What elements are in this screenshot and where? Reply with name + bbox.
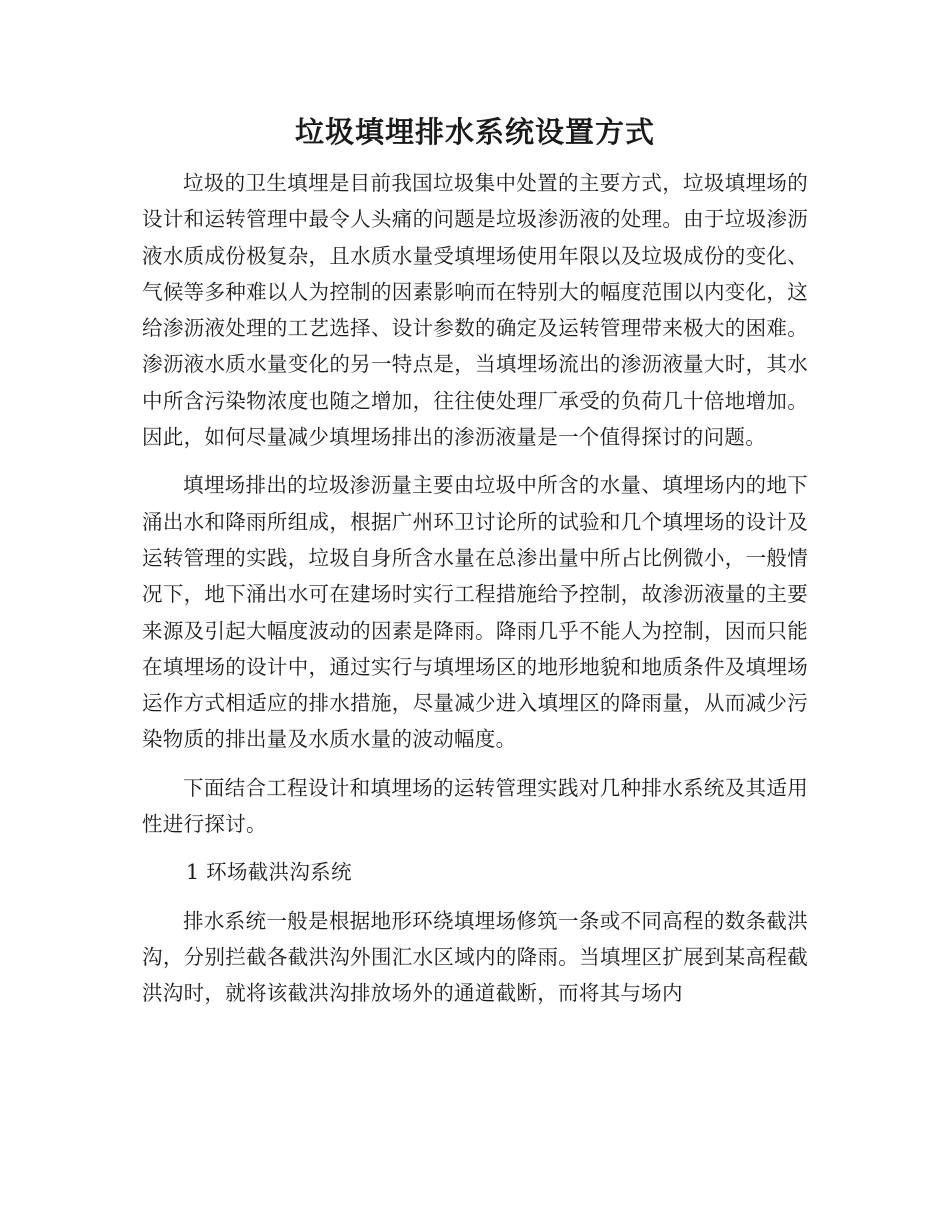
intro-paragraph: 垃圾的卫生填埋是目前我国垃圾集中处置的主要方式，垃圾填埋场的设计和运转管理中最令人头痛的问题是垃圾渗沥液的处理。由于垃圾渗沥液水质成份极复杂，且水质水量受填埋场使用年限以及垃圾成份的变化、气候等多种难以人为控制的因素影响而在特别大的幅度范围以内变化，这给渗沥液处理的工艺选择、设计参数的确定及运转管理带来极大的困难。渗沥液水质水量变化的另一特点是，当填埋场流出的渗沥液量大时，其水中所含污染物浓度也随之增加，往往使处理厂承受的负荷几十倍地增加。因此，如何尽量减少填埋场排出的渗沥液量是一个值得探讨的问题。 (142, 171, 808, 450)
section-paragraph: 排水系统一般是根据地形环绕填埋场修筑一条或不同高程的数条截洪沟，分别拦截各截洪沟外围汇水区域内的降雨。当填埋区扩展到某高程截洪沟时，就将该截洪沟排放场外的通道截断，而将其与场内 (142, 908, 808, 1006)
leachate-source-paragraph: 填埋场排出的垃圾渗沥量主要由垃圾中所含的水量、填埋场内的地下涌出水和降雨所组成，根据广州环卫讨论所的试验和几个填埋场的设计及运转管理的实践，垃圾自身所含水量在总渗出量中所占比例微小，一般情况下，地下涌出水可在建场时实行工程措施给予控制，故渗沥液量的主要来源及引起大幅度波动的因素是降雨。降雨几乎不能人为控制，因而只能在填埋场的设计中，通过实行与填埋场区的地形地貌和地质条件及填埋场运作方式相适应的排水措施，尽量减少进入填埋区的降雨量，从而减少污染物质的排出量及水质水量的波动幅度。 (142, 473, 808, 752)
document-title: 垃圾填埋排水系统设置方式 (294, 115, 655, 149)
discussion-intro-paragraph: 下面结合工程设计和填埋场的运转管理实践对几种排水系统及其适用性进行探讨。 (142, 775, 808, 837)
section-heading: 1 环场截洪沟系统 (186, 860, 352, 885)
document-body (142, 165, 808, 1012)
